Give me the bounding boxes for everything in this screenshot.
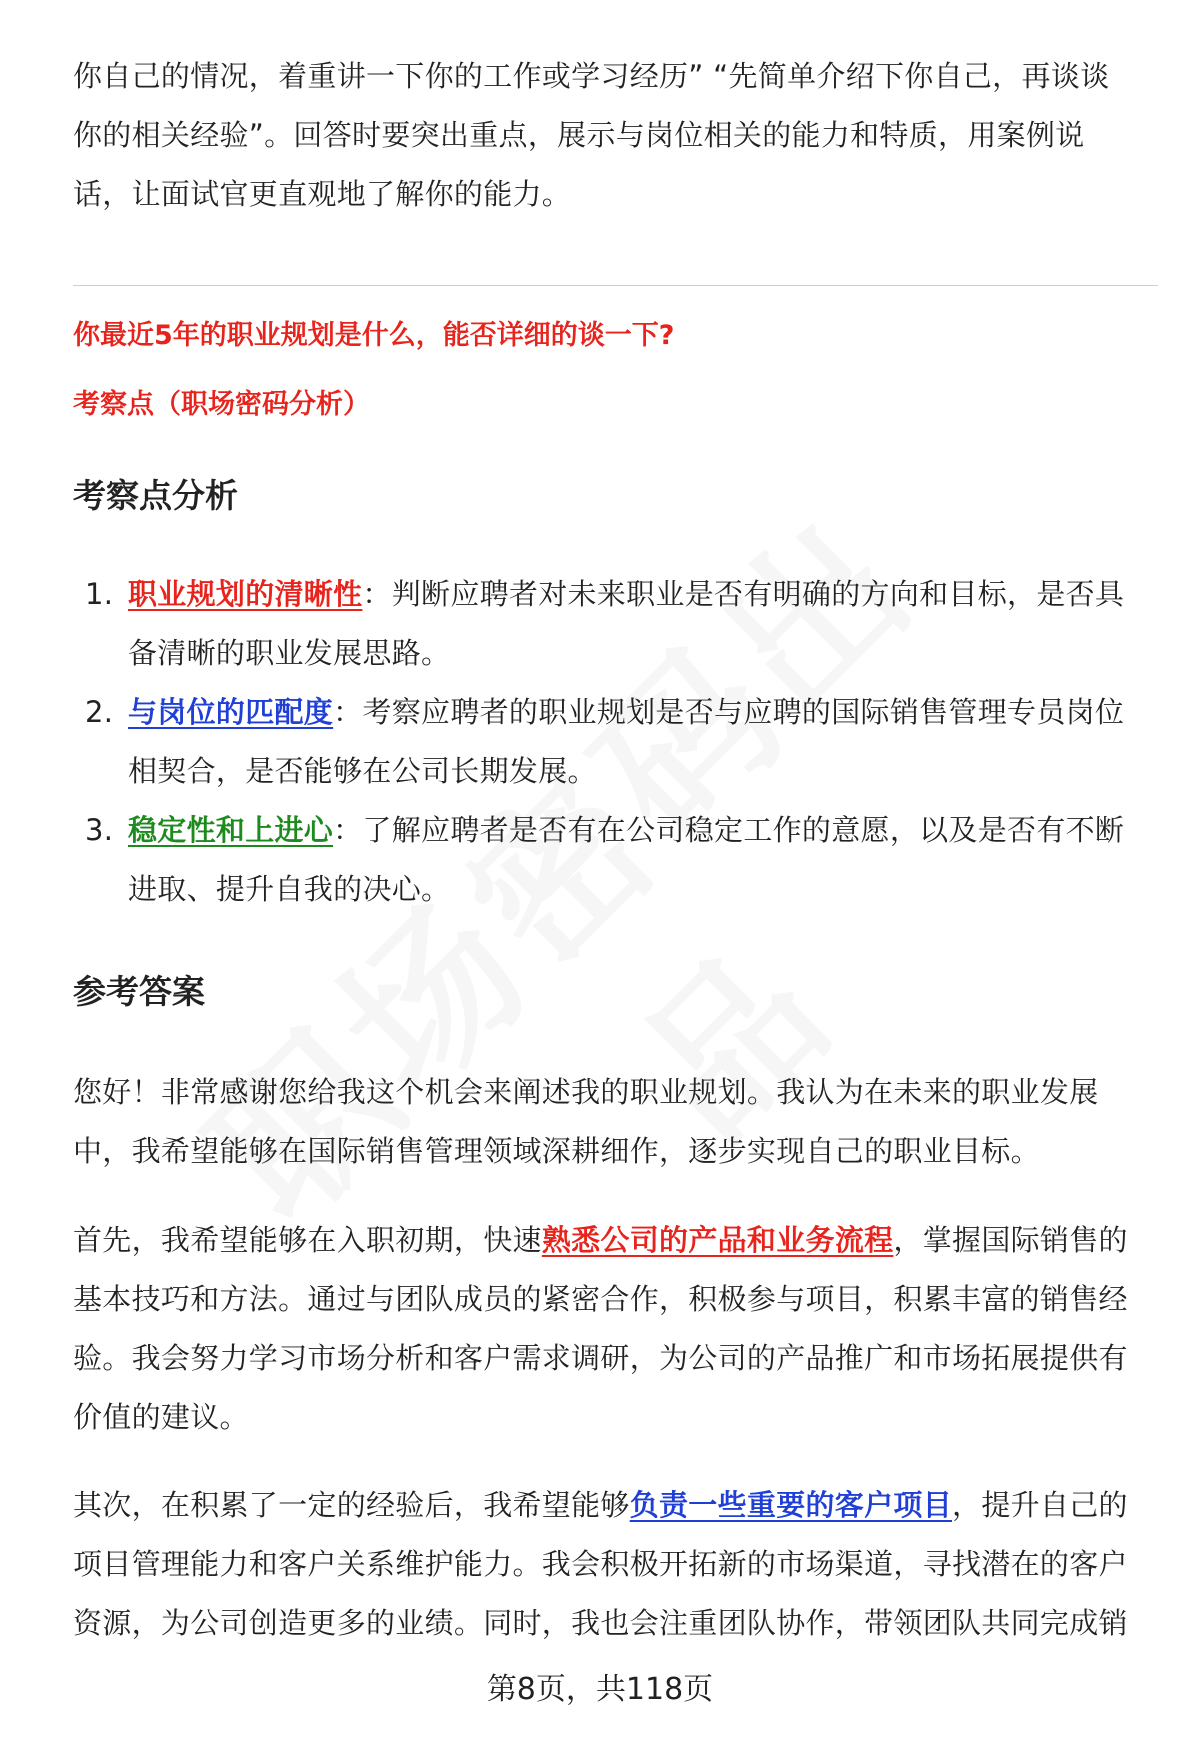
answer-paragraph-2: [73, 1211, 1149, 1447]
paragraph-line: 验。我会努力学习市场分析和客户需求调研，为公司的产品推广和市场拓展提供有: [73, 1341, 1128, 1375]
item-text: 考察应聘者的职业规划是否与应聘的国际销售管理专员岗位: [362, 695, 1125, 729]
paragraph-text: ，提升自己的: [952, 1488, 1128, 1522]
paragraph-line: 中，我希望能够在国际销售管理领域深耕细作，逐步实现自己的职业目标。: [73, 1134, 1040, 1168]
answer-heading: 参考答案: [73, 972, 205, 1011]
item-text: 备清晰的职业发展思路。: [128, 636, 451, 670]
paragraph-line: 项目管理能力和客户关系维护能力。我会积极开拓新的市场渠道，寻找潜在的客户: [73, 1547, 1128, 1581]
paragraph-line: 价值的建议。: [73, 1400, 249, 1434]
keyword-link[interactable]: 与岗位的匹配度: [128, 695, 334, 729]
answer-paragraph-1: [73, 1063, 1149, 1181]
keyword-link[interactable]: 熟悉公司的产品和业务流程: [541, 1223, 894, 1257]
list-number: 1.: [85, 577, 114, 611]
paragraph-line: 您好！非常感谢您给我这个机会来阐述我的职业规划。我认为在未来的职业发展: [73, 1075, 1099, 1109]
item-text: 相契合，是否能够在公司长期发展。: [128, 754, 597, 788]
paragraph-text: ，掌握国际销售的: [893, 1223, 1128, 1257]
analysis-list: [73, 565, 1158, 919]
list-number: 3.: [85, 813, 114, 847]
question-subtitle: 考察点（职场密码分析）: [73, 389, 370, 420]
item-text: 了解应聘者是否有在公司稳定工作的意愿，以及是否有不断: [362, 813, 1125, 847]
paragraph-text: 其次，在积累了一定的经验后，我希望能够: [73, 1488, 630, 1522]
separator: ：: [333, 695, 363, 729]
item-text: 判断应聘者对未来职业是否有明确的方向和目标，是否具: [391, 577, 1125, 611]
answer-paragraph-3: [73, 1476, 1149, 1653]
analysis-heading: 考察点分析: [73, 476, 238, 515]
keyword-link[interactable]: 负责一些重要的客户项目: [629, 1488, 953, 1522]
section-divider: [73, 285, 1158, 286]
list-item: [73, 801, 1158, 919]
page-footer: 第8页，共118页: [486, 1672, 714, 1707]
separator: ：: [333, 813, 363, 847]
list-number: 2.: [85, 695, 114, 729]
intro-line: 你的相关经验”。回答时要突出重点，展示与岗位相关的能力和特质，用案例说: [73, 118, 1085, 152]
paragraph-line: 资源，为公司创造更多的业绩。同时，我也会注重团队协作，带领团队共同完成销: [73, 1606, 1128, 1640]
paragraph-line: 基本技巧和方法。通过与团队成员的紧密合作，积极参与项目，积累丰富的销售经: [73, 1282, 1128, 1316]
list-item: [73, 565, 1158, 683]
intro-line: 话，让面试官更直观地了解你的能力。: [73, 177, 572, 211]
item-text: 进取、提升自我的决心。: [128, 872, 451, 906]
paragraph-text: 首先，我希望能够在入职初期，快速: [73, 1223, 542, 1257]
intro-paragraph: [73, 47, 1149, 224]
separator: ：: [362, 577, 392, 611]
keyword-link[interactable]: 稳定性和上进心: [128, 813, 334, 847]
keyword-link[interactable]: 职业规划的清晰性: [128, 577, 363, 611]
intro-line: 你自己的情况，着重讲一下你的工作或学习经历” “先简单介绍下你自己，再谈谈: [73, 59, 1110, 93]
question-title: 你最近5年的职业规划是什么，能否详细的谈一下?: [73, 320, 675, 351]
list-item: [73, 683, 1158, 801]
